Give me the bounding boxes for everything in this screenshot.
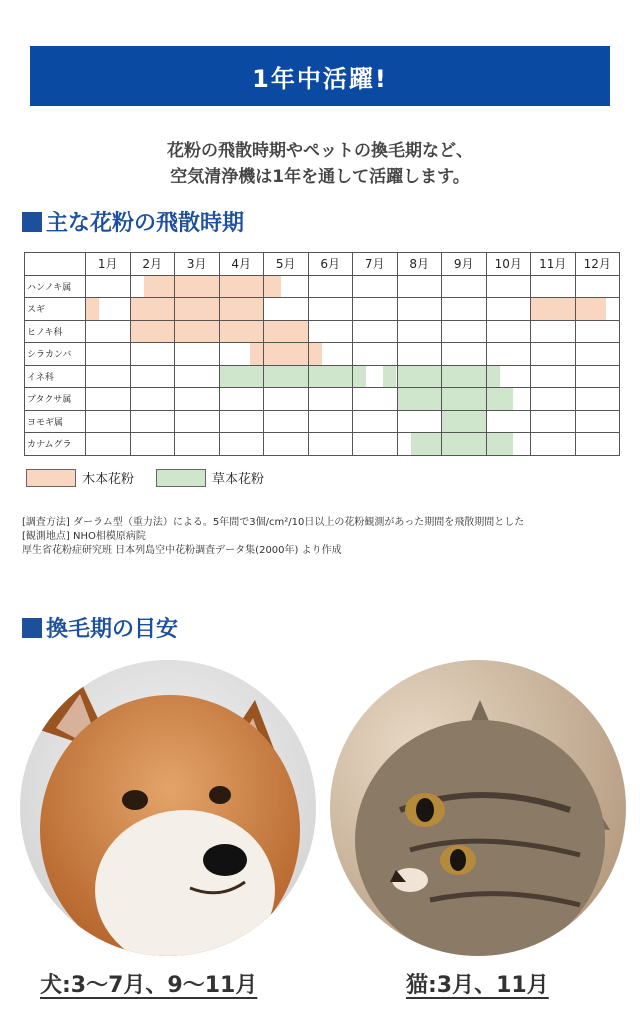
month-cell [353,365,398,388]
month-cell [130,388,175,411]
month-cell [86,320,131,343]
month-cell [308,365,353,388]
month-cell [130,343,175,366]
month-cell [397,365,442,388]
legend-tree [26,468,134,487]
survey-notes [22,516,632,558]
month-cell [308,275,353,298]
pollen-period-bar [131,298,175,320]
month-cell [486,433,531,456]
pollen-type-label: イネ科 [25,365,86,388]
month-cell [175,275,220,298]
pollen-period-bar [144,276,174,298]
month-cell [353,410,398,433]
note-source: 厚生省花粉症研究班 日本列島空中花粉調査データ集(2000年) より作成 [22,545,342,556]
shedding-section-title [22,612,178,643]
month-cell [575,298,620,321]
legend-tree-swatch [26,469,76,487]
month-cell [219,433,264,456]
square-bullet-icon [22,618,42,638]
pollen-period-bar [175,321,219,343]
month-cell [219,298,264,321]
pollen-period-bar [442,366,486,388]
pollen-calendar-table [24,252,620,456]
month-cell [219,365,264,388]
month-cell [353,433,398,456]
month-cell [486,320,531,343]
month-cell [86,433,131,456]
pollen-type-label: スギ [25,298,86,321]
table-row [25,410,620,433]
month-cell [531,343,576,366]
month-cell [175,343,220,366]
month-header: 7月 [353,253,398,276]
intro-line-1: 花粉の飛散時期やペットの換毛期など、 [167,141,473,161]
month-cell [219,410,264,433]
month-cell [308,410,353,433]
month-cell [486,275,531,298]
note-method: [調査方法] ダーラム型（重力法）による。5年間で3個/cm²/10日以上の花粉観測があった期間を飛散期間とした [22,517,525,528]
pollen-period-bar [175,298,219,320]
pollen-period-bar [442,411,486,433]
month-cell [575,433,620,456]
pollen-type-label: カナムグラ [25,433,86,456]
month-cell [575,343,620,366]
month-cell [531,298,576,321]
month-cell [353,275,398,298]
month-cell [353,298,398,321]
intro-line-2: 空気清浄機は1年を通して活躍します。 [170,167,470,187]
month-cell [264,320,309,343]
month-cell [353,388,398,411]
month-cell [86,343,131,366]
month-header: 6月 [308,253,353,276]
month-cell [486,365,531,388]
month-cell [130,275,175,298]
month-cell [86,388,131,411]
month-cell [264,298,309,321]
month-cell [575,320,620,343]
pollen-period-bar [411,433,441,455]
month-cell [130,410,175,433]
month-cell [442,365,487,388]
month-cell [442,433,487,456]
month-cell [175,298,220,321]
note-location: [観測地点] NHO相模原病院 [22,531,146,542]
pollen-period-bar [442,388,486,410]
pollen-type-label: ヨモギ属 [25,410,86,433]
page-banner [30,46,610,106]
month-cell [130,365,175,388]
month-cell [486,410,531,433]
pollen-period-bar [220,276,264,298]
legend-grass-label: 草本花粉 [212,472,265,487]
month-cell [575,365,620,388]
month-cell [219,388,264,411]
pollen-section-heading: 主な花粉の飛散時期 [46,211,245,236]
month-cell [442,275,487,298]
dog-shedding-caption: 犬:3〜7月、9〜11月 [40,973,258,998]
pollen-period-bar [398,388,442,410]
cat-shedding-caption: 猫:3月、11月 [406,973,549,998]
month-cell [353,320,398,343]
month-cell [175,365,220,388]
month-header: 4月 [219,253,264,276]
month-header-row [25,253,620,276]
month-header: 2月 [130,253,175,276]
month-header: 5月 [264,253,309,276]
month-cell [264,365,309,388]
table-row [25,320,620,343]
month-cell [219,275,264,298]
month-cell [86,410,131,433]
month-cell [397,410,442,433]
legend-grass-swatch [156,469,206,487]
month-cell [531,388,576,411]
month-cell [397,388,442,411]
pollen-period-bar [264,366,308,388]
month-cell [442,320,487,343]
pollen-type-label: シラカンバ [25,343,86,366]
month-cell [175,388,220,411]
month-cell [130,433,175,456]
table-row [25,343,620,366]
month-cell [397,433,442,456]
month-cell [264,433,309,456]
month-cell [130,320,175,343]
pollen-period-bar [220,366,264,388]
table-row [25,298,620,321]
pollen-period-bar [487,366,500,388]
month-cell [531,365,576,388]
pollen-period-bar [353,366,366,388]
pollen-period-bar [487,388,513,410]
month-cell [397,275,442,298]
dog-photo [20,660,316,956]
month-cell [308,343,353,366]
pollen-period-bar [264,343,308,365]
month-cell [486,343,531,366]
pollen-section-title [22,206,244,237]
month-cell [308,298,353,321]
month-cell [86,275,131,298]
table-corner [25,253,86,276]
month-header: 9月 [442,253,487,276]
month-cell [175,410,220,433]
month-cell [531,410,576,433]
month-cell [86,365,131,388]
pollen-period-bar [576,298,606,320]
pollen-period-bar [131,321,175,343]
pollen-period-bar [487,433,513,455]
month-header: 11月 [531,253,576,276]
month-cell [531,275,576,298]
month-cell [442,343,487,366]
pollen-type-label: ブタクサ属 [25,388,86,411]
month-cell [264,343,309,366]
month-cell [397,343,442,366]
pollen-period-bar [309,366,353,388]
pollen-period-bar [309,343,322,365]
month-cell [442,388,487,411]
pollen-period-bar [398,366,442,388]
shedding-section-heading: 換毛期の目安 [46,617,179,642]
month-cell [175,433,220,456]
month-cell [308,320,353,343]
cat-photo [330,660,626,956]
banner-title: 1年中活躍! [252,64,388,93]
month-cell [264,275,309,298]
month-cell [130,298,175,321]
legend-tree-label: 木本花粉 [82,472,135,487]
pollen-period-bar [86,298,99,320]
month-cell [575,410,620,433]
pollen-period-bar [250,343,263,365]
pollen-period-bar [220,321,264,343]
month-cell [486,388,531,411]
legend-grass [156,468,264,487]
month-cell [442,410,487,433]
month-cell [531,433,576,456]
table-row [25,433,620,456]
month-cell [575,388,620,411]
month-cell [575,275,620,298]
month-cell [486,298,531,321]
pollen-period-bar [220,298,264,320]
table-row [25,275,620,298]
month-cell [531,320,576,343]
month-cell [308,388,353,411]
month-cell [397,298,442,321]
pollen-period-bar [383,366,396,388]
month-cell [397,320,442,343]
pollen-legend [26,468,286,487]
month-cell [219,343,264,366]
month-cell [219,320,264,343]
pollen-type-label: ハンノキ属 [25,275,86,298]
pollen-period-bar [442,433,486,455]
month-header: 8月 [397,253,442,276]
square-bullet-icon [22,212,42,232]
month-cell [353,343,398,366]
month-header: 1月 [86,253,131,276]
pollen-period-bar [175,276,219,298]
month-cell [86,298,131,321]
table-row [25,388,620,411]
table-row [25,365,620,388]
month-cell [175,320,220,343]
month-header: 10月 [486,253,531,276]
pollen-period-bar [531,298,575,320]
month-cell [442,298,487,321]
month-cell [308,433,353,456]
pollen-period-bar [264,321,308,343]
pollen-period-bar [264,276,281,298]
pollen-type-label: ヒノキ科 [25,320,86,343]
intro-text [0,138,640,190]
month-cell [264,388,309,411]
month-header: 12月 [575,253,620,276]
month-header: 3月 [175,253,220,276]
month-cell [264,410,309,433]
